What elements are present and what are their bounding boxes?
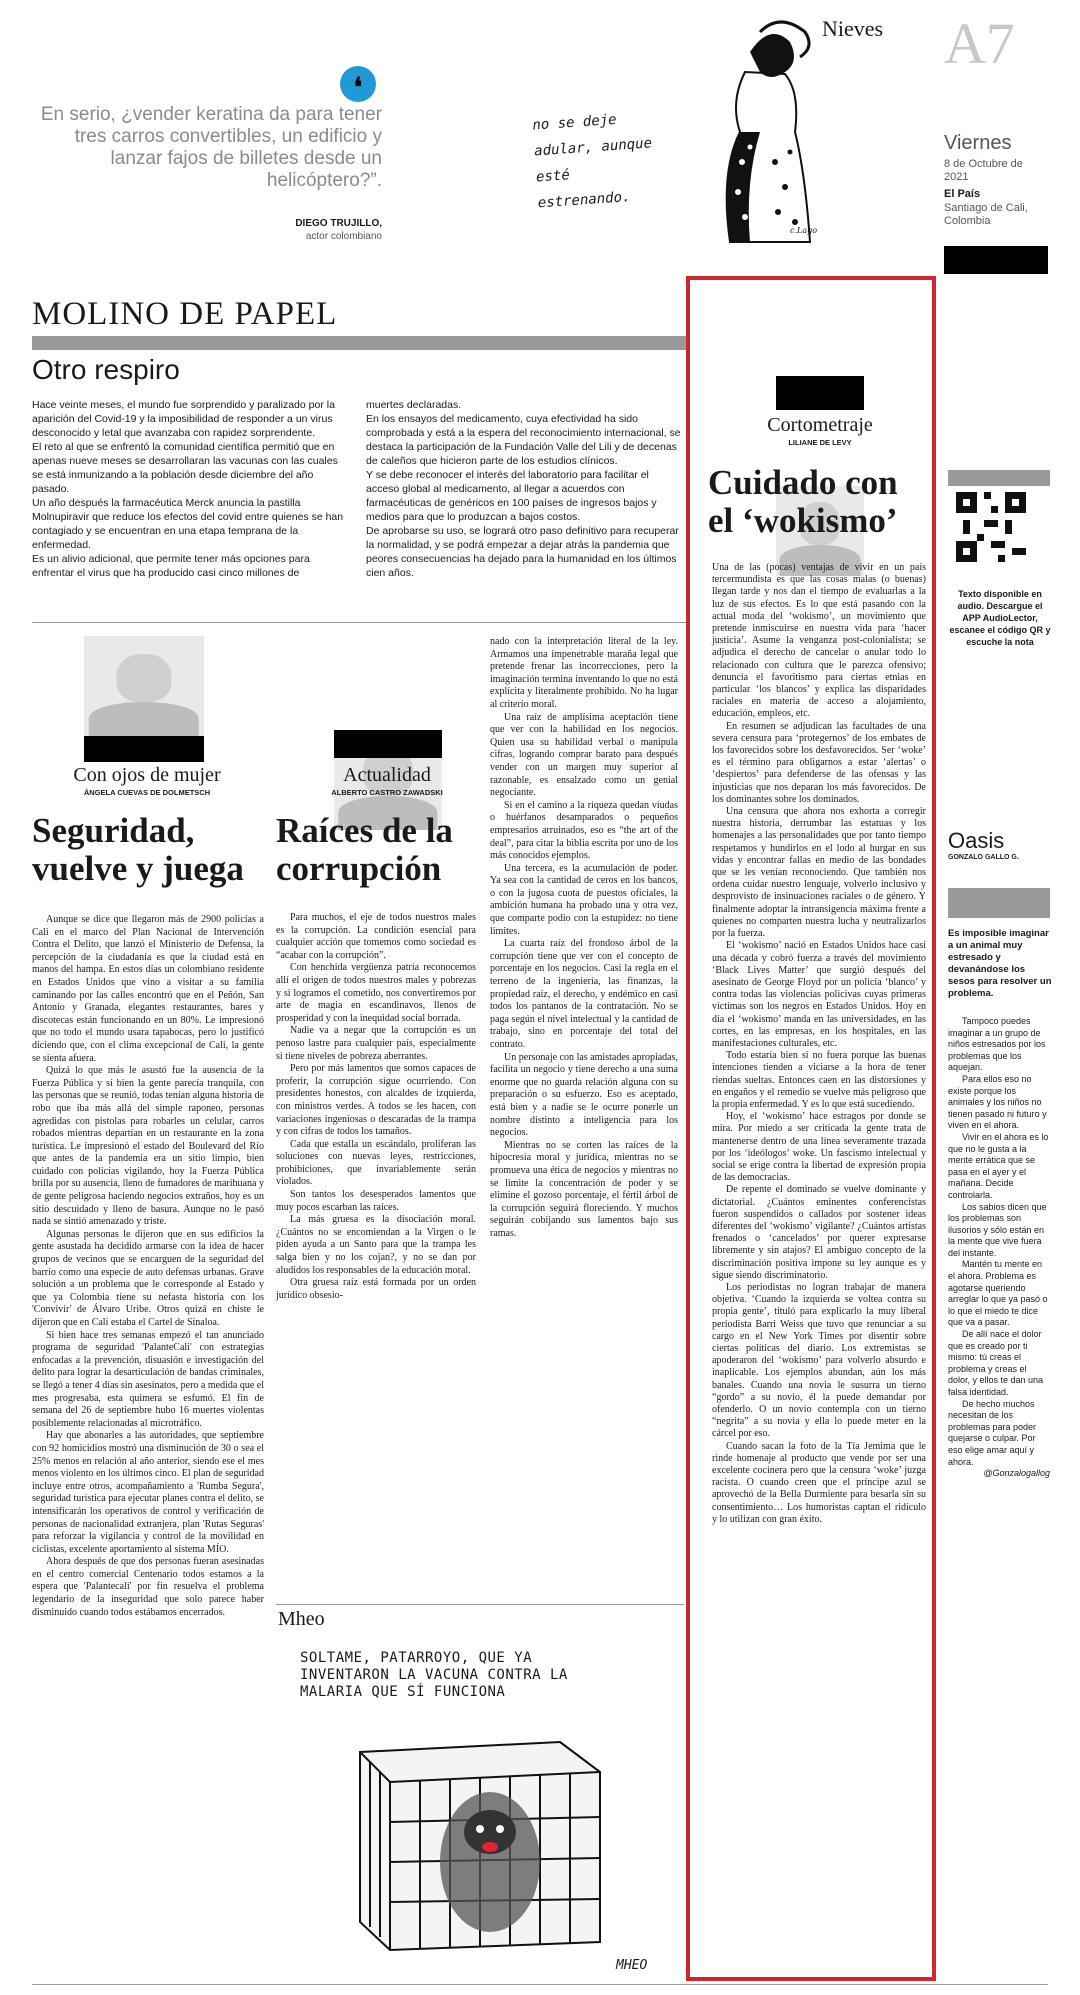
editorial-col2 [366,398,684,580]
quote-author: DIEGO TRUJILLO, [295,218,382,229]
photo-bar [776,376,864,410]
column-paragraph: Cuando sacan la foto de la Tía Jemima que le rinde homenaje al producto que vende por ser una excelente cocinera pero que la censura ‘woke’ juzga racista. O cuando creen que el príncipe azul se aprovechó de la Bella Durmiente para besarla sin su consentimiento… Los humoristas captan el ridículo y lo utilizan con gran éxito. [712,1440,926,1525]
editorial-paragraph: Un año después la farmacéutica Merck anuncia la pastilla Molnupiravir que reduce los efectos del covid entre quienes se han contagiado y se encuentran en una etapa temprana de la enfermedad. [32,497,344,551]
column-title: Cuidado con el ‘wokismo’ [708,463,898,540]
qr-code-icon[interactable] [956,492,1026,562]
column-paragraph: Mientras no se corten las raíces de la hipocresía moral y jurídica, mientras no se promueva una ética de negocios y mientras no se limite la concentración de poder y se elimine el gozoso porcentaje, el fértil árbol de la corrupción seguirá floreciendo. Y muchos seguirán cobijando sus lamentos bajo sus ramas. [490,1139,678,1239]
column-paragraph: Para muchos, el eje de todos nuestros males es la corrupción. La condición esencial para cualquier acción que tomemos como sociedad es “acabar con la corrupción”. [276,912,476,961]
column-title: Seguridad, vuelve y juega [32,811,244,888]
column-paragraph: Si bien hace tres semanas empezó el tan anunciado programa de seguridad 'PalanteCali' con estrategias enfocadas a la prevención, disuasión e investigación del delito para lograr la desarticulación de bandas criminales, se llegó a tener 4 días sin asesinatos, pero a medida que el mes progresaba, esta quimera se esfumó. El fin de semana del 26 de septiembre hubo 16 muertes violentas posiblemente relacionadas al microtráfico. [32,1329,264,1429]
column-paragraph: Todo estaría bien si no fuera porque las buenas intenciones tienden a viciarse a la hora de tener riendas sueltas. Entonces caen en las distorsiones y en engaños y el remedio se vuelve más peligroso que la propia enfermedad. Y es lo que está sucediendo. [712,1050,926,1110]
column-paragraph: Una censura que ahora nos exhorta a corregir nuestra historia, derrumbar las estatuas y los homenajes a las personalidades que por tanto tiempo respetamos y hundirlos en el lodo al hurgar en sus vidas y encontrar fallas en medio de las bondades que se les venían reconociendo. Que también nos ordena cuidar nuestro lenguaje, volverlo inclusivo y desprovisto de insinuaciones raciales o de género. Y finalmente adoptar la intransigencia máxima frente a quienes no comparten nuestra lucha y neutralizarlos por la fuerza. [712,806,926,940]
oasis-paragraph: De allí nace el dolor que es creado por ti mismo: tú creas el problema y creas el dolor, y ellos te dan una falsa identidad. [948,1329,1044,1397]
qr-caption: Texto disponible en audio. Descargue el APP AudioLector, escanee el código QR y escuche la nota [949,589,1051,647]
editorial-paragraph: muertes declaradas. [366,399,462,411]
oasis-title: Oasis [948,828,1005,853]
nieves-title: Nieves [822,16,884,41]
column-paragraph: La más gruesa es la disociación moral. ¿Cuántos no se encomiendan a la Virgen o le piden ayuda a un Santo para que la trampa les salga bien y no los cojan?, y no se dan por aludidos los responsables de la educación moral. [276,1214,476,1276]
editorial-divider [32,622,688,623]
column-paragraph: Con henchida vergüenza patria reconocemos allí el origen de todos nuestros males y pobrezas y si logramos el cometido, nos convertiremos por arte de magia en escandinavos, llenos de prosperidad y con la inequidad social borrada. [276,962,476,1024]
column-paragraph: El ‘wokismo’ nació en Estados Unidos hace casi una década y cobró fuerza a través del movimiento ‘Black Lives Matter’ que surgió después del asesinato de George Floyd por un policía ‘blanco’ y contra todas las violencias policivas cuyas primeras víctimas son los negros en Estados Unidos. Hoy en día el ‘wokismo’ manda en las universidades, en las cortes, en las empresas, en los hospitales, en las manifestaciones culturales, etc. [712,940,926,1049]
column-paragraph: Los periodistas no logran trabajar de manera objetiva. ‘Cuando la izquierda se voltea contra su propia gente’, tituló para explicarlo la muy liberal periodista Barri Weiss que tuvo que renunciar a su cargo en el New York Times por disentir sobre ciertas políticas del diario. Los extremistas se apoderaron del ‘wokismo’ para volverlo absurdo e inaplicable. Los ejemplos abundan, aún los más banales. Cuando una novia le susurra un tierno “gordo” a su novio, él la puede demandar por ofenderlo. O un novio contempla con un tierno “negrita” a su novia y ella lo puede meter en la cárcel por eso. [712,1281,926,1440]
photo-bar [334,730,442,758]
author-photo-cuevas [84,636,204,736]
column-kicker: Actualidad [343,764,431,786]
nieves-illustration [690,12,830,252]
column-paragraph: Son tantos los desesperados lamentos que muy pocos escarban las raíces. [276,1189,476,1213]
cartoon-label: Mheo [278,1608,325,1630]
column-paragraph: Pero por más lamentos que somos capaces de proferir, la corrupción sigue ocurriendo. Con presidentes honestos, con alcaldes de izquierda, con ministros verdes. A todos se les hacen, con variaciones ingeniosas o descaradas de la trampa y con cifras de todos los tamaños. [276,1063,476,1138]
column-paragraph: Cada que estalla un escándalo, proliferan las soluciones con nuevas leyes, restricciones, prohibiciones, que invariablemente serán violados. [276,1138,476,1188]
column-paragraph: Una tercera, es la acumulación de poder. Ya sea con la cantidad de ceros en los bancos, o con la jugosa cuota de puestos oficiales, la ambición humana ha probado una y otra vez, que comparte podio con la estupidez: no tiene límites. [490,862,678,937]
photo-bar [84,736,204,762]
cartoon-caption: SOLTAME, PATARROYO, QUE YA INVENTARON LA VACUNA CONTRA LA MALARIA QUE SÍ FUNCIONA [300,1650,568,1700]
column-title: Raíces de la corrupción [276,811,453,888]
column-paragraph: nado con la interpretación literal de la ley. Armamos una impenetrable maraña legal que pretende frenar las incorrecciones, pero la imaginación termina inventando lo que no está explícita y literalmente prohibido. No ha lugar al criterio moral. [490,636,678,710]
publication: El País [944,188,981,200]
editorial-paragraph: En los ensayos del medicamento, cuya efectividad ha sido comprobada y está a la espera del reconocimiento internacional, se destaca la participación de la Fundación Valle del Lili y de decenas de caleños que hicieron parte de los estudios clínicos. [366,413,681,467]
column-paragraph: Quizá lo que más le asustó fue la ausencia de la Fuerza Pública y sí bien la gente parecía tranquila, con las personas que se reunió, todas tenían alguna historia de robo que iba más allá del simple raponeo, personas agredidas con pistolas para robarles un celular, carros robados mientras departían en un restaurante en la zona turística. Le impresionó el estado del Boulevard del Río que antes de la pandemia era un sitio limpio, bien cuidado con policías vigilando, hoy la Fuerza Pública brilla por su ausencia, lleno de fumadores de marihuana y de gente peligrosa haciendo negocios extraños, hoy es un sitio descuidado y lleno de basura. Aunque no le pasó nada se sintió amenazado y triste. [32,1065,264,1228]
date: 8 de Octubre de 2021 [944,158,1023,183]
editorial-col1 [32,398,350,580]
editorial-paragraph: De aprobarse su uso, se logrará otro paso definitivo para recuperar la normalidad, y se podrá empezar a dejar atrás la pandemia que peores consecuencias ha dejado para la humanidad en los últimos cien años. [366,525,679,579]
column-kicker: Con ojos de mujer [73,764,221,786]
column-kicker: Cortometraje [767,414,873,436]
column-paragraph: Si en el camino a la riqueza quedan viudas o huérfanos desamparados o pequeños empresarios arruinados, eso es “the art of the deal”, para citar la biblia escrita por uno de los más conocidos ejemplos. [490,799,678,862]
nieves-signature: c.Lago [790,226,818,235]
cartoon-divider [276,1604,684,1605]
column-paragraph: Una raíz de amplísima aceptación tiene que ver con la habilidad en los negocios. Quien usa su habilidad verbal o manipula cifras, logrando comprar barato para después vender con un margen muy superior al razonable, es ensalzado como un genial negociante. [490,711,678,799]
editorial-paragraph: Hace veinte meses, el mundo fue sorprendido y paralizado por la aparición del Covid-19 y la imposibilidad de responder a un virus desconocido y letal que avanzaba con rapidez sorprendente. [32,399,335,439]
column-paragraph: En resumen se adjudican las facultades de una severa censura para ‘protegernos’ de los embates de los favorecidos sobre los desfavorecidos. Ser ‘woke’ es el término para obligarnos a estar ‘alertas’ o ‘despiertos’ para defenderse de las ofensas y las injusticias que nos deparan los más favorecidos. De los dominantes sobre los dominados. [712,720,926,805]
column-paragraph: Un personaje con las amistades apropiadas, facilita un negocio y tiene derecho a una suma enorme que no guarda relación alguna con su preparación o su esfuerzo. Eso es aceptado, está bien y a nadie se le ocurre ponerle un nombre distinto a inteligencia para los negocios. [490,1051,678,1139]
column-body [276,912,476,1302]
editorial-title: Otro respiro [32,354,180,385]
quote-icon: ❛ [340,66,376,102]
section-title: MOLINO DE PAPEL [32,296,338,332]
column-paragraph: Nadie va a negar que la corrupción es un penoso lastre para cualquier país, especialmente si tiene niveles de pobreza aberrantes. [276,1025,476,1062]
oasis-paragraph: Los sabios dicen que los problemas son ilusorios y sólo están en la mente que vive fuera del instante. [948,1201,1047,1258]
oasis-lead: Es imposible imaginar a un animal muy estresado y devanándose los sesos para resolver un problema. [948,928,1052,999]
section-rule [32,336,688,350]
weekday: Viernes [944,132,1012,154]
oasis-rule [948,888,1050,918]
page-bottom-rule [32,1984,1048,1985]
column-paragraph: Ahora después de que dos personas fueran asesinadas en el centro comercial Centenario todos estamos a la espera que 'Palantecali' por fin resuelva el problema legendario de la inseguridad que solo parece haber disminuido cuando todos estábamos encerrados. [32,1556,264,1618]
oasis-paragraph: Mantén tu mente en el ahora. Problema es agotarse queriendo arreglar lo que ya pasó o lo que el miedo te dice que va a pasar. [948,1259,1048,1328]
column-paragraph: De repente el dominado se vuelve dominante y dictatorial. ¿Cuántos eminentes conferencistas fueron suspendidos o callados por sostener ideas diferentes del ‘wokismo’ vigilante? ¿Cuántos artistas frenados o ‘cancelados’ por querer expresarse libremente y sin atajos? El ambiguo concepto de la discriminación positiva impone su ley aunque es y sigue siendo discriminatorio. [712,1184,926,1281]
cartoon-illustration [330,1712,630,1952]
column-paragraph: Una de las (pocas) ventajas de vivir en un país tercermundista es que las cosas malas (o buenas) llegan tarde y nos dan el tiempo de evaluarlas a la luz de sus efectos. Es lo que está pasando con la actual moda del ‘wokismo’, un movimiento que pretende inmiscuirse en nuestra vida para ‘hacer justicia’. Asume la venganza post-colonialista; se adjudica el derecho de cancelar o anular todo lo relacionado con cultura que le parezca ofensivo; denuncia el favoritismo para ciertas etnias en particular ‘los blancos’ y explica las disparidades raciales en materia de acceso a alojamiento, educación, empleos, etc. [712,562,926,720]
oasis-paragraph: Para ellos eso no existe porque los animales y los niños no tienen pasado ni futuro y viven en el ahora. [948,1073,1047,1131]
column-paragraph: Algunas personas le dijeron que en sus edificios la gente asustada ha decidido armarse con la idea de hacer grupos de vecinos que se encarguen de la seguridad del barrio como una especie de auto defensas urbanas. Grave solución a un problema que le corresponde al Estado y que ya Colombia tiene su nefasta historia con los 'Convivir' de Álvaro Uribe. Otros quizá en chiste le dijeron que en Cali estaba el Cartel de Sinaloa. [32,1228,264,1328]
quote-text: En serio, ¿vender keratina da para tener tres carros convertibles, un edificio y lanzar fajos de billetes desde un helicóptero?”. [40,104,382,191]
oasis-paragraph: Tampoco puedes imaginar a un grupo de niños estresados por los problemas que los aquejan. [948,1016,1046,1073]
oasis-paragraph: Vivir en el ahora es lo que no le gusta a la mente errática que se pasa en el ayer y el mañana. Decide controlarla. [948,1131,1049,1200]
editorial-paragraph: Es un alivio adicional, que permite tener más opciones para enfrentar el virus que ha producido casi cinco millones de [32,553,310,579]
location: Santiago de Cali, Colombia [944,202,1028,227]
column-author: LILIANE DE LEVY [788,438,852,447]
oasis-body [948,1016,1050,1480]
oasis-handle: @Gonzalogallog [983,1468,1050,1479]
column-author: ÁNGELA CUEVAS DE DOLMETSCH [83,788,211,797]
column-paragraph: Hay que abonarles a las autoridades, que septiembre con 92 homicidios mostró una disminución de 30 o sea el 25% menos en relación al año anterior, siendo ese el mes menos violento en los últimos cinco. El plan de seguridad incluye entre otros, acompañamiento a 'Rumba Segura', seguridad turística para ejecutar planes contra el delito, se intensificarán los operativos de control y verificación de personas de nacionalidad extranjera, plan 'Rutas Seguras' para reforzar la vigilancia y control de la movilidad en ciclistas, excelente aportamiento al sistema MÍO. [32,1430,264,1555]
sidebar-rule [948,470,1050,486]
oasis-author: GONZALO GALLO G. [948,854,1019,861]
editorial-paragraph: El reto al que se enfrentó la comunidad científica permitió que en apenas nueve meses se desarrollaran las vacunas con las cuales se está inmunizando a la población desde diciembre del año pasado. [32,441,338,495]
column-paragraph: Otra gruesa raíz está formada por un orden jurídico obsesio- [276,1277,476,1301]
column-body [32,914,264,1619]
masthead-bar [944,246,1048,274]
column-continuation [490,636,678,1241]
column-author: ALBERTO CASTRO ZAWADSKI [331,788,443,797]
column-paragraph: La cuarta raíz del frondoso árbol de la corrupción tiene que ver con el concepto de porcentaje en los negocios. Casi la regla en el terreno de la ingeniería, las finanzas, la propiedad raíz, el derecho, y endémico en casi todos los pantanos de la contratación. No se paga según el nivel intelectual y la cantidad de trabajo, sino en porcentaje del total del contrato. [490,938,678,1050]
nieves-text: no se deje adular, aunque esté estrenando. [531,111,653,212]
quote-author-role: actor colombiano [305,231,382,242]
column-paragraph: Aunque se dice que llegaron más de 2900 policías a Cali en el marco del Plan Nacional de Intervención Contra el Delito, que lanzó el Ministerio de Defensa, la percepción de la ciudadanía es que la ciudad está en manos del hampa. En estos días un colombiano residente en Estados Unidos que vino a visitar a su familia caminando por las calles encontró que en el Peñón, San Antonio y Granada, elegantes restaurantes, bares y discotecas están funcionando en un 80%. Le impresionó que no todo el mundo usara tapabocas, pero lo justificó diciendo que, con el clima excepcional de Cali, la gente se sienta afuera. [32,914,264,1064]
cartoon-signature: MHEO [616,1958,648,1973]
column-body [712,562,926,1526]
page-number: A7 [944,11,1015,76]
oasis-paragraph: De hecho muchos necesitan de los problemas para poder quejarse o culpar. Por eso elige amar aquí y ahora. [948,1398,1037,1467]
editorial-paragraph: Y se debe reconocer el interés del laboratorio para facilitar el acceso global al medicamento, al llegar a acuerdos con farmacéuticas de genéricos en 100 países de ingresos bajos y medios para que lo produzcan a bajos costos. [366,469,657,523]
column-paragraph: Hoy, el ‘wokismo’ hace estragos por donde se mira. Por miedo a ser criticada la gente trata de mantenerse dentro de una línea severamente trazada por los ‘ideólogos’ woke. Un fascismo intelectual y social se erige contra la libertad de expresión propia de las democracias. [712,1111,926,1184]
